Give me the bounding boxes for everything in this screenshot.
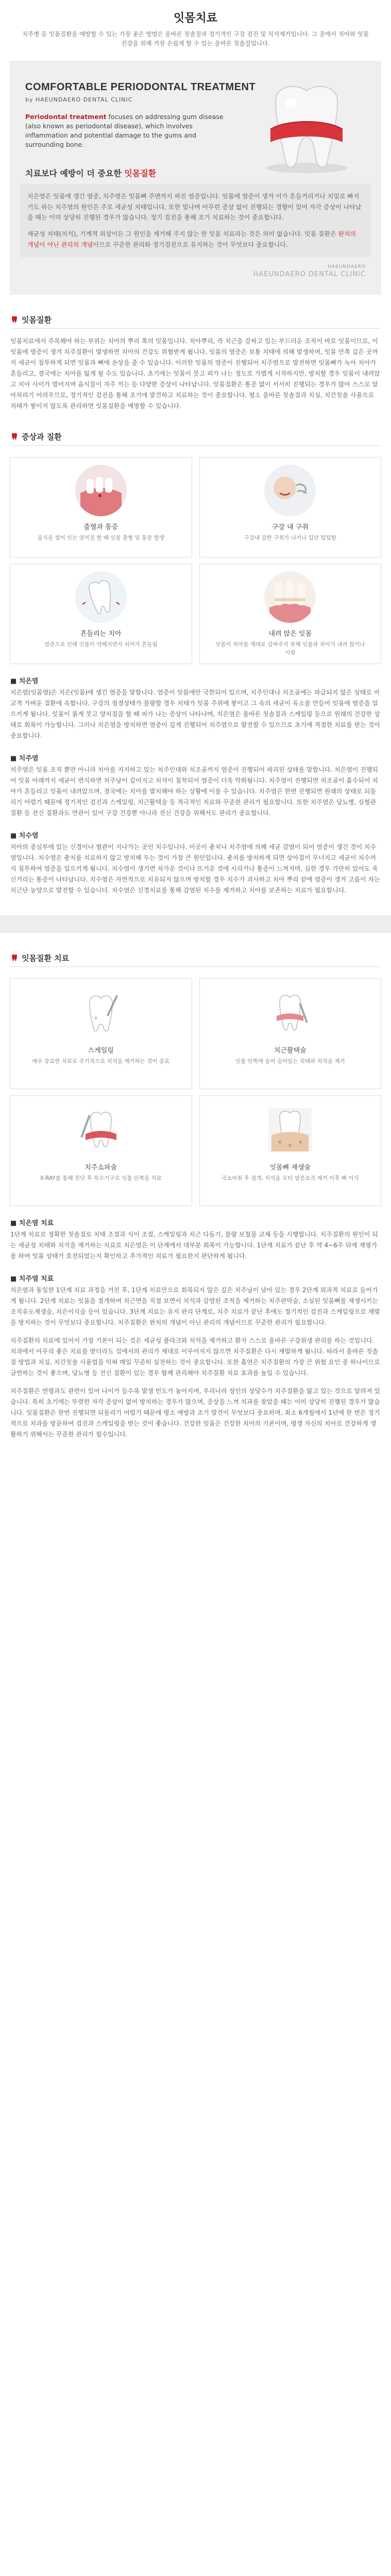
treatment-section-body: 치은염과 동일한 1단계 치료 과정을 거친 후, 1단계 치료만으로 회복되지 않은 깊은 치주낭이 남아 있는 경우 2단계 외과적 치료로 들어가게 됩니다. 2단계 치료는 잇몸을 절개하여 치근면을 직접 보면서 치석과 감염된 조직을 제거하는 치주판막술, 소실된 잇몸뼈를 재생시키는 조직유도재생술, 치은이식술 등이 있습니다. 3단계 치료는 유지 관리 단계로, 치주 치료가 끝난 후에도 정기적인 검진과 스케일링으로 재발을 방지하는 것이 무엇보다 중요합니다. 치주질환은 완치의 개념이 아닌 관리의 개념이므로 꾸준한 관리가 필요합니다.: [10, 1286, 380, 1326]
treatment-card: [10, 978, 192, 1089]
hero-description: [25, 112, 226, 150]
clinic-signature: [25, 264, 366, 279]
disease-title: ■ 치수염: [10, 832, 39, 840]
clinic-signature-small: HAEUNDAERO: [328, 264, 366, 270]
symptom-title: 내려 앉은 잇몸: [268, 630, 312, 638]
hero-body: [20, 184, 371, 257]
symptom-card: [199, 457, 382, 557]
treatment-section-body: 치주질환의 치료에 있어서 가장 기본이 되는 것은 세균성 플라크와 치석을 제거하고 환자 스스로 올바른 구강위생 관리를 하는 것입니다. 치과에서 아무리 좋은 치료를 받더라도 집에서의 관리가 제대로 이루어지지 않으면 치주질환은 다시 재발하게 됩니다. 따라서 올바른 칫솔질 방법과 치실, 치간칫솔 사용법을 익혀 매일 꾸준히 실천하는 것이 중요합니다. 또한 흡연은 치주질환의 가장 큰 위험 요인 중 하나이므로 금연하는 것이 좋으며, 당뇨병 등 전신 질환이 있는 경우 함께 관리해야 치주질환 치료 효과를 높일 수 있습니다.: [10, 1336, 380, 1377]
treatment-title: 치근활택술: [274, 1046, 307, 1055]
symptom-title: 구강 내 구취: [271, 523, 309, 531]
page-title: 잇몸치료: [173, 12, 217, 25]
hero-body-p2: [27, 229, 364, 250]
tooth-bullet-icon: [10, 432, 19, 440]
disease-body: 치은염(잇몸염)은 치은(잇몸)에 생긴 염증을 말합니다. 염증이 잇몸에만 국한되어 있으며, 치주인대나 치조골에는 파급되지 않은 상태로 비교적 가벼운 질환에 속합니다. 구강의 청결상태가 불량할 경우 치태가 잇몸 주위에 쌓이고 그 속의 세균이 독소를 만들어 잇몸에 염증을 일으키게 됩니다. 잇몸이 붉게 붓고 양치질을 할 때 피가 나는 증상이 나타나며, 치은염은 올바른 칫솔질과 스케일링 등으로 원래의 건강한 상태로 회복이 가능합니다. 그러나 치은염을 방치하면 염증이 깊게 진행되어 치주염으로 발전할 수 있으므로 초기에 적절한 치료를 받는 것이 중요합니다.: [10, 688, 380, 739]
treatment-section-body: 1단계 치료로 정확한 칫솔질로 치태 조절과 식이 조절, 스케일링과 치근 다듬기, 불량 보철물 교체 등을 시행합니다. 치주질환의 원인이 되는 세균성 치태와 치석을 제거하는 치료로 치은염은 이 단계에서 대부분 회복이 가능합니다. 1단계 치료가 끝난 후 약 4~6주 뒤에 재평가를 하여 잇몸 상태가 호전되었는지 확인하고 추가적인 치료가 필요한지 판단하게 됩니다.: [10, 1230, 378, 1260]
symptom-grid: [10, 457, 381, 664]
disease-body: 치아의 중심부에 있는 신경이나 혈관이 지나가는 곳인 치수입니다. 이곳이 충치나 치주염에 의해 세균 감염이 되어 염증이 생긴 것이 치수염입니다. 치수염은 충치를 치료하지 않고 방치해 두는 것이 가장 큰 원인입니다. 충치를 방치하게 되면 상아질이 무너지고 세균이 치수까지 침투하여 염증을 일으키게 됩니다. 치수염이 생기면 차가운 것이나 뜨거운 것에 시리거나 통증이 느껴지며, 심한 경우 가만히 있어도 욱신거리는 통증이 나타납니다. 치수염은 자연적으로 치유되지 않으며 방치할 경우 치수가 괴사하고 치아 뿌리 끝에 염증이 생겨 고름이 차는 치근단 농양으로 발전할 수 있습니다. 치수염은 신경치료를 통해 감염된 치수를 제거하고 치아를 보존하는 치료가 필요합니다.: [10, 843, 380, 894]
gum-disease-paragraph: 잇몸치료에서 주목해야 하는 부위는 치아의 뿌리 쪽의 잇몸입니다. 치아뿌리, 즉 치근을 감싸고 있는 부드러운 조직이 바로 잇몸이므로, 이 잇몸에 염증이 생겨 치주질환이 발생하면 치아의 건강도 위협받게 됩니다. 잇몸의 염증은 보통 치태에 의해 발생하며, 잇몸 안쪽 깊은 곳까지 세균이 침투하게 되면 잇몸과 뼈에 손상을 줄 수 있습니다. 이러한 잇몸의 염증이 진행되어 치주염으로 발전하면 잇몸뼈가 녹아 치아가 흔들리고, 결국에는 치아를 잃게 될 수도 있습니다. 초기에는 잇몸이 붓고 피가 나는 정도로 가볍게 시작하지만, 방치할 경우 잇몸이 내려앉고 치아 사이가 벌어지며 음식물이 자주 끼는 등 다양한 증상이 나타납니다. 잇몸질환은 통증 없이 서서히 진행되는 경우가 많아 스스로 알아차리기 어려우므로, 정기적인 검진을 통해 조기에 발견하고 치료하는 것이 중요합니다. 평소 올바른 칫솔질과 치실, 치간칫솔 사용으로 치태가 쌓이지 않도록 관리하면 잇몸질환을 예방할 수 있습니다.: [10, 337, 380, 410]
treatment-desc: 국소마취 후 절개, 치석을 모터 염증조직 제거 이후 뼈 이식: [221, 1175, 359, 1181]
hero-desc-rest: focuses on addressing gum disease (also known as periodontal disease), which involves inflammation and potential damage to the gums and surrounding bone.: [25, 112, 224, 149]
section-heading-treatment: [10, 953, 381, 967]
scaling-icon: [75, 987, 127, 1039]
hero-body-p2-after: 이므로 꾸준한 관리와 정기검진으로 유지하는 것이 무엇보다 중요합니다.: [93, 241, 288, 248]
section-divider: [0, 916, 391, 933]
symptom-card: [10, 564, 192, 664]
treatment-card: [10, 1095, 192, 1206]
bottom-spacer: [0, 1440, 391, 1461]
section-heading-gum-disease: [10, 314, 381, 329]
hero-body-p2-highlight: 완치의 개념이 아닌 관리의 개념: [27, 230, 356, 248]
disease-descriptions: [0, 675, 391, 896]
section-heading-text: 증상과 질환: [22, 432, 62, 442]
disease-title: ■ 치주염: [10, 754, 39, 762]
treatment-desc: 매우 중요한 치료로 주기적으로 치석을 제거하는 것이 중요: [32, 1058, 170, 1064]
hero-question-prefix: 치료보다 예방이 더 중요한: [25, 168, 125, 179]
root-planing-icon: [264, 987, 316, 1039]
treatment-title: 스케일링: [88, 1046, 114, 1055]
symptom-card: [10, 457, 192, 557]
tooth-bullet-icon: [10, 315, 19, 324]
treatment-card: [199, 978, 382, 1089]
hero-desc-bold: Periodontal treatment: [25, 112, 107, 121]
section-heading-text: 잇몸질환: [22, 315, 52, 325]
treatment-grid: [10, 978, 381, 1206]
bone-graft-icon: [264, 1104, 316, 1156]
treatment-desc: X-RAY를 통해 진단 후 특수기구로 잇몸 안쪽을 치료: [40, 1175, 162, 1181]
hero-question-highlight: 잇몸질환: [124, 168, 157, 179]
loose-tooth-icon: [75, 571, 127, 623]
receding-gum-icon: [264, 571, 316, 623]
treatment-title: 잇몸뼈 재생술: [269, 1163, 311, 1172]
treatment-card: [199, 1095, 382, 1206]
hero-body-p1: 치은염은 잇몸에 생긴 염증, 치주염은 잇몸뼈 주변까지 퍼진 염증입니다. 잇몸에 염증이 생겨 이가 흔들거리거나 치밀로 빠지기도 하는 치주염의 원인은 주로 세균성 치태입니다. 또한 빛나며 아무런 증상 없이 진행되는 경향이 있어 자각 증상이 나타났을 때는 이미 상당히 진행된 경우가 많습니다. 정기 검진을 통해 조기 치료하는 것이 중요합니다.: [27, 193, 362, 222]
bleeding-gum-photo-icon: [75, 465, 127, 516]
hero-subtitle: by HAEUNDAERO DENTAL CLINIC: [25, 96, 133, 103]
disease-body: 치주염은 잇몸 조직 뿐만 아니라 치아를 지지하고 있는 치주인대와 치조골까지 염증이 진행되어 파괴된 상태를 말합니다. 치은염이 진행되어 잇몸 아래까지 세균이 번식하면 치주낭이 깊어지고 치석이 침착되어 염증이 더욱 악화됩니다. 치주염이 진행되면 치조골이 흡수되어 치아가 흔들리고 잇몸이 내려앉으며, 결국에는 치아를 발치해야 하는 상황에 이를 수 있습니다. 치주염은 한번 진행되면 원래의 상태로 되돌리기 어렵기 때문에 정기적인 검진과 스케일링, 치근활택술 등 적극적인 치료와 꾸준한 관리가 필요합니다. 또한 치주염은 당뇨병, 심혈관 질환 등 전신 질환과도 연관이 있어 구강 건강뿐 아니라 전신 건강을 위해서도 관리가 중요합니다.: [10, 766, 379, 817]
symptom-title: 출혈과 통증: [83, 523, 118, 531]
symptom-desc: 음식을 씹어 잇는 양치질 할 때 잇몸 출혈 및 통증 발생: [37, 534, 164, 541]
symptom-title: 흔들리는 치아: [80, 630, 122, 638]
treatment-descriptions: [0, 1217, 391, 1440]
curettage-icon: [75, 1104, 127, 1156]
hero-title: COMFORTABLE PERIODONTAL TREATMENT: [25, 81, 256, 93]
tooth-bullet-icon: [10, 954, 19, 962]
clinic-signature-big: HAEUNDAERO DENTAL CLINIC: [253, 270, 366, 278]
disease-title: ■ 치은염: [10, 677, 39, 685]
bad-breath-icon: [264, 465, 316, 516]
treatment-desc: 잇몸 안쪽에 숨어 숨어있는 치태와 치석을 제거: [235, 1058, 345, 1064]
section-heading-symptoms: [10, 431, 381, 446]
tooth-illustration-icon: [255, 80, 358, 178]
section-heading-text: 잇몸질환 치료: [22, 953, 70, 963]
treatment-section-title: ■ 치주염 치료: [10, 1275, 54, 1283]
symptom-card: [199, 564, 382, 664]
symptom-desc: 잇몸이 치아를 제대로 감싸주지 못해 잇몸과 치아가 내려 앉거나 시림: [215, 641, 365, 656]
treatment-title: 치주소파술: [84, 1163, 117, 1172]
page-intro: 치주병 등 잇몸질환을 예방할 수 있는 가장 좋은 방법은 올바른 칫솔질과 정기적인 구강 검진 및 치석제거입니다. 그 중에서 치아와 잇몸 건강을 위해 가장 손쉽게 할 수 있는 올바른 칫솔질입니다.: [22, 30, 369, 47]
treatment-section-body: 치주질환은 연령과도 관련이 있어 나이가 들수록 발생 빈도가 높아지며, 우리나라 성인의 상당수가 치주질환을 앓고 있는 것으로 알려져 있습니다. 특히 초기에는 뚜렷한 자각 증상이 없어 방치하는 경우가 많으며, 증상을 느껴 치과를 찾았을 때는 이미 상당히 진행된 경우가 많습니다. 잇몸질환은 한번 진행되면 되돌리기 어렵기 때문에 평소 예방과 조기 발견이 무엇보다 중요하며, 최소 6개월에서 1년에 한 번은 정기적으로 치과를 방문하여 검진과 스케일링을 받는 것이 좋습니다. 건강한 잇몸은 건강한 치아의 기본이며, 평생 자신의 치아로 건강하게 생활하기 위해서는 꾸준한 관리가 필수입니다.: [10, 1387, 380, 1438]
symptom-desc: 염증으로 인해 잇몸이 약해지면서 치아가 흔들림: [44, 641, 158, 648]
hero-body-p2-before: 세균성 치태(치석), 기계적 외상이든 그 원인을 제거해 주지 않는 한 잇몸 치료라는 것은 의미 없습니다. 잇몸 질환은: [27, 230, 338, 238]
treatment-section-title: ■ 치은염 치료: [10, 1219, 54, 1227]
hero-banner: [10, 61, 381, 295]
symptom-desc: 구강내 감한 구취가 나거나 입안 텁텁함: [244, 534, 336, 541]
